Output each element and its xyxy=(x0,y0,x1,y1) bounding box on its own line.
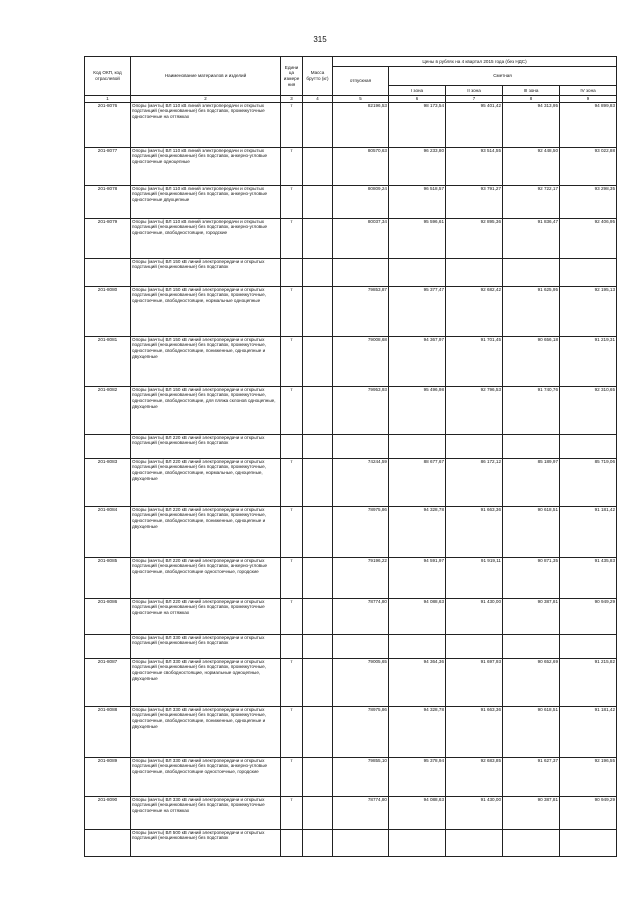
cell-zone-4: 90 949,29 xyxy=(560,796,617,829)
header-code: Код ОКП, код отраслевой xyxy=(85,57,131,96)
cell-zone-1: 95 377,47 xyxy=(389,286,446,336)
table-row xyxy=(85,286,617,336)
cell-zone-3: 90 618,51 xyxy=(503,706,560,757)
cell-zone-2: 91 663,36 xyxy=(446,706,503,757)
cell-otpusk: 78975,86 xyxy=(333,706,389,757)
table-row xyxy=(85,634,617,658)
cell-name: Опоры (мачты) ВЛ 150 кВ линий электропередачи и открытых подстанций (неоцинкованные) без подставок, промежуточные, одностоечные, свободностоящие, для пляжа склонов одноцепные, двухцепные xyxy=(131,386,281,434)
cell-zone-4: 91 219,31 xyxy=(560,336,617,386)
cell-zone-4: 93 022,88 xyxy=(560,147,617,185)
table-row xyxy=(85,598,617,634)
cell-otpusk xyxy=(333,434,389,458)
cell-zone-4: 90 949,29 xyxy=(560,598,617,634)
column-index: 1 xyxy=(85,96,131,103)
cell-code: 201-8084 xyxy=(85,506,131,557)
cell-otpusk: 80037,34 xyxy=(333,218,389,258)
table-row xyxy=(85,336,617,386)
table-row xyxy=(85,185,617,218)
cell-mass xyxy=(303,185,333,218)
header-unit: Едини ца измере ния xyxy=(281,57,303,96)
cell-zone-1: 94 088,63 xyxy=(389,796,446,829)
cell-zone-1: 95 378,94 xyxy=(389,757,446,796)
cell-zone-4: 92 310,65 xyxy=(560,386,617,434)
cell-unit: т xyxy=(281,658,303,706)
header-smetnaya: Сметная xyxy=(389,67,617,86)
header-zone-1: I зона xyxy=(389,86,446,96)
header-zone-2: II зона xyxy=(446,86,503,96)
price-table xyxy=(84,56,617,857)
table-row xyxy=(85,506,617,557)
cell-name: Опоры (мачты) ВЛ 110 кВ линий электропередачи и открытых подстанций (неоцинкованные) без подставок, анкерно-угловые одностоечные одноцепные xyxy=(131,147,281,185)
cell-mass xyxy=(303,829,333,856)
cell-zone-4 xyxy=(560,434,617,458)
cell-mass xyxy=(303,757,333,796)
cell-zone-4 xyxy=(560,258,617,286)
cell-name: Опоры (мачты) ВЛ 220 кВ линий электропередачи и открытых подстанций (неоцинкованные) без подставок, промежуточные одностоечные на оттяжках xyxy=(131,598,281,634)
cell-code: 201-8083 xyxy=(85,458,131,506)
cell-zone-3: 92 722,17 xyxy=(503,185,560,218)
cell-zone-1: 98 173,54 xyxy=(389,102,446,147)
cell-zone-1 xyxy=(389,634,446,658)
cell-zone-1: 94 591,97 xyxy=(389,557,446,598)
cell-unit: т xyxy=(281,185,303,218)
cell-name: Опоры (мачты) ВЛ 110 кВ линий электропередачи и открытых подстанций (неоцинкованные) без подставок, анкерно-угловые одностоечные двухцепные xyxy=(131,185,281,218)
table-row xyxy=(85,829,617,856)
cell-code xyxy=(85,829,131,856)
cell-zone-2 xyxy=(446,434,503,458)
cell-zone-1: 94 367,97 xyxy=(389,336,446,386)
cell-zone-4: 91 181,42 xyxy=(560,706,617,757)
cell-zone-4: 92 406,95 xyxy=(560,218,617,258)
cell-otpusk xyxy=(333,829,389,856)
cell-zone-2: 91 697,93 xyxy=(446,658,503,706)
cell-otpusk: 79196,22 xyxy=(333,557,389,598)
cell-unit: т xyxy=(281,102,303,147)
cell-mass xyxy=(303,796,333,829)
cell-mass xyxy=(303,658,333,706)
cell-code xyxy=(85,434,131,458)
cell-zone-3 xyxy=(503,829,560,856)
cell-otpusk: 80809,24 xyxy=(333,185,389,218)
cell-zone-2: 91 701,45 xyxy=(446,336,503,386)
cell-zone-4: 91 435,83 xyxy=(560,557,617,598)
header-name: Наименование материалов и изделий xyxy=(131,57,281,96)
cell-zone-4: 91 215,82 xyxy=(560,658,617,706)
cell-zone-4 xyxy=(560,829,617,856)
cell-zone-2: 92 895,36 xyxy=(446,218,503,258)
cell-zone-1: 88 677,67 xyxy=(389,458,446,506)
cell-mass xyxy=(303,258,333,286)
cell-code xyxy=(85,258,131,286)
cell-unit xyxy=(281,258,303,286)
cell-mass xyxy=(303,434,333,458)
cell-otpusk: 82196,53 xyxy=(333,102,389,147)
column-index: 4 xyxy=(303,96,333,103)
cell-zone-3: 91 625,95 xyxy=(503,286,560,336)
cell-zone-4: 92 195,13 xyxy=(560,286,617,336)
cell-unit: т xyxy=(281,147,303,185)
cell-code xyxy=(85,634,131,658)
cell-unit: т xyxy=(281,796,303,829)
cell-zone-1: 96 518,57 xyxy=(389,185,446,218)
cell-otpusk: 79005,65 xyxy=(333,658,389,706)
cell-otpusk xyxy=(333,634,389,658)
cell-code: 201-8076 xyxy=(85,102,131,147)
header-otpusk: отпускная xyxy=(333,67,389,96)
cell-zone-3: 85 189,97 xyxy=(503,458,560,506)
cell-code: 201-8079 xyxy=(85,218,131,258)
cell-zone-2: 92 683,85 xyxy=(446,757,503,796)
cell-unit xyxy=(281,829,303,856)
cell-unit: т xyxy=(281,557,303,598)
cell-code: 201-8080 xyxy=(85,286,131,336)
cell-zone-1: 95 496,98 xyxy=(389,386,446,434)
column-index: 7 xyxy=(446,96,503,103)
cell-name: Опоры (мачты) ВЛ 150 кВ линий электропередачи и открытых подстанций (неоцинкованные) без подставок xyxy=(131,258,281,286)
cell-otpusk: 78774,80 xyxy=(333,598,389,634)
cell-unit: т xyxy=(281,706,303,757)
cell-zone-3 xyxy=(503,258,560,286)
cell-zone-3: 90 652,69 xyxy=(503,658,560,706)
cell-unit: т xyxy=(281,757,303,796)
table-row xyxy=(85,386,617,434)
table-row xyxy=(85,434,617,458)
cell-zone-3: 90 871,35 xyxy=(503,557,560,598)
cell-zone-2: 86 172,12 xyxy=(446,458,503,506)
cell-otpusk: 80570,63 xyxy=(333,147,389,185)
cell-mass xyxy=(303,147,333,185)
cell-unit: т xyxy=(281,506,303,557)
cell-zone-1: 96 233,80 xyxy=(389,147,446,185)
header-zone-3: III зона xyxy=(503,86,560,96)
cell-zone-1: 94 328,78 xyxy=(389,506,446,557)
cell-zone-4: 85 719,06 xyxy=(560,458,617,506)
cell-zone-2: 91 430,00 xyxy=(446,796,503,829)
column-index: 9 xyxy=(560,96,617,103)
cell-otpusk: 79855,10 xyxy=(333,757,389,796)
cell-mass xyxy=(303,336,333,386)
table-row xyxy=(85,757,617,796)
table-row xyxy=(85,102,617,147)
cell-mass xyxy=(303,458,333,506)
cell-zone-2: 91 430,00 xyxy=(446,598,503,634)
cell-zone-3: 90 618,51 xyxy=(503,506,560,557)
cell-zone-3: 91 627,37 xyxy=(503,757,560,796)
cell-name: Опоры (мачты) ВЛ 150 кВ линий электропередачи и открытых подстанций (неоцинкованные) без подставок, промежуточные, одностоечные, свободностоящие, пониженные, одноцепные и двухцепные xyxy=(131,336,281,386)
cell-code: 201-8086 xyxy=(85,598,131,634)
cell-mass xyxy=(303,598,333,634)
table-row xyxy=(85,706,617,757)
header-zone-4: IV зона xyxy=(560,86,617,96)
cell-otpusk: 79953,93 xyxy=(333,386,389,434)
cell-name: Опоры (мачты) ВЛ 220 кВ линий электропередачи и открытых подстанций (неоцинкованные) без подставок, анкерно-угловые одностоечные, свободностоящие одностоечные, городские xyxy=(131,557,281,598)
cell-code: 201-8090 xyxy=(85,796,131,829)
cell-zone-4: 94 899,83 xyxy=(560,102,617,147)
cell-mass xyxy=(303,557,333,598)
cell-zone-1: 94 364,36 xyxy=(389,658,446,706)
column-index: 8 xyxy=(503,96,560,103)
cell-name: Опоры (мачты) ВЛ 220 кВ линий электропередачи и открытых подстанций (неоцинкованные) без подставок, промежуточные, одностоечные, свободностоящие, пониженные, одноцепные и двухцепные xyxy=(131,506,281,557)
cell-name: Опоры (мачты) ВЛ 330 кВ линий электропередачи и открытых подстанций (неоцинкованные) без подставок, промежуточные одностоечные на оттяжках xyxy=(131,796,281,829)
cell-zone-2: 93 514,55 xyxy=(446,147,503,185)
cell-zone-3: 90 387,81 xyxy=(503,598,560,634)
cell-unit: т xyxy=(281,458,303,506)
cell-zone-2 xyxy=(446,634,503,658)
cell-zone-3: 91 836,47 xyxy=(503,218,560,258)
cell-zone-3: 90 387,81 xyxy=(503,796,560,829)
cell-code: 201-8088 xyxy=(85,706,131,757)
cell-unit: т xyxy=(281,336,303,386)
cell-mass xyxy=(303,102,333,147)
cell-mass xyxy=(303,706,333,757)
cell-zone-2: 92 682,42 xyxy=(446,286,503,336)
cell-code: 201-8085 xyxy=(85,557,131,598)
cell-otpusk: 79853,87 xyxy=(333,286,389,336)
cell-name: Опоры (мачты) ВЛ 330 кВ линий электропередачи и открытых подстанций (неоцинкованные) без подставок, промежуточные, одностоечные свободностоящие, нормальные одноцепные, двухцепные xyxy=(131,658,281,706)
cell-zone-2: 95 401,42 xyxy=(446,102,503,147)
cell-name: Опоры (мачты) ВЛ 330 кВ линий электропередачи и открытых подстанций (неоцинкованные) без подставок xyxy=(131,634,281,658)
cell-name: Опоры (мачты) ВЛ 110 кВ линий электропередачи и открытых подстанций (неоцинкованные) без подставок, промежуточные одностоечные на оттяжках xyxy=(131,102,281,147)
cell-name: Опоры (мачты) ВЛ 330 кВ линий электропередачи и открытых подстанций (неоцинкованные) без подставок, промежуточные, одностоечные, свободностоящие, пониженные, одноцепные и двухцепные xyxy=(131,706,281,757)
cell-otpusk: 79008,68 xyxy=(333,336,389,386)
cell-name: Опоры (мачты) ВЛ 220 кВ линий электропередачи и открытых подстанций (неоцинкованные) без подставок xyxy=(131,434,281,458)
cell-code: 201-8077 xyxy=(85,147,131,185)
cell-zone-1 xyxy=(389,258,446,286)
cell-otpusk: 74244,59 xyxy=(333,458,389,506)
cell-zone-2 xyxy=(446,258,503,286)
table-row xyxy=(85,147,617,185)
cell-name: Опоры (мачты) ВЛ 500 кВ линий электропередачи и открытых подстанций (неоцинкованные) без подставок xyxy=(131,829,281,856)
column-index: 6 xyxy=(389,96,446,103)
cell-zone-4: 91 181,42 xyxy=(560,506,617,557)
page-number: 315 xyxy=(313,35,327,44)
cell-zone-2: 92 796,53 xyxy=(446,386,503,434)
cell-unit: т xyxy=(281,598,303,634)
table-row xyxy=(85,458,617,506)
table-row xyxy=(85,218,617,258)
cell-otpusk: 78774,80 xyxy=(333,796,389,829)
table-row xyxy=(85,658,617,706)
cell-zone-3: 92 448,50 xyxy=(503,147,560,185)
cell-mass xyxy=(303,286,333,336)
table-row xyxy=(85,557,617,598)
cell-unit xyxy=(281,634,303,658)
cell-code: 201-8087 xyxy=(85,658,131,706)
cell-otpusk: 78975,86 xyxy=(333,506,389,557)
cell-name: Опоры (мачты) ВЛ 110 кВ линий электропередачи и открытых подстанций (неоцинкованные) без подставок, анкерно-угловые одностоечные, свободностоящие, городские xyxy=(131,218,281,258)
table-body xyxy=(85,102,617,856)
cell-zone-2: 91 663,36 xyxy=(446,506,503,557)
cell-mass xyxy=(303,634,333,658)
cell-code: 201-8082 xyxy=(85,386,131,434)
cell-zone-1 xyxy=(389,434,446,458)
cell-zone-3: 91 740,76 xyxy=(503,386,560,434)
cell-zone-3 xyxy=(503,434,560,458)
cell-mass xyxy=(303,386,333,434)
column-index: 3 xyxy=(281,96,303,103)
cell-code: 201-8081 xyxy=(85,336,131,386)
cell-otpusk xyxy=(333,258,389,286)
cell-name: Опоры (мачты) ВЛ 220 кВ линий электропередачи и открытых подстанций (неоцинкованные) без подставок, промежуточные, одностоечные, свободностоящие, нормальные, одноцепные, двухцепные xyxy=(131,458,281,506)
column-index: 2 xyxy=(131,96,281,103)
cell-unit: т xyxy=(281,386,303,434)
cell-unit: т xyxy=(281,286,303,336)
cell-unit: т xyxy=(281,218,303,258)
cell-zone-4: 92 196,55 xyxy=(560,757,617,796)
cell-name: Опоры (мачты) ВЛ 330 кВ линий электропередачи и открытых подстанций (неоцинкованные) без подставок, анкерно-угловые одностоечные, свободностоящие одностоечные, городские xyxy=(131,757,281,796)
cell-name: Опоры (мачты) ВЛ 150 кВ линий электропередачи и открытых подстанций (неоцинкованные) без подставок, промежуточные, одностоечные, свободностоящие, нормальные одноцепные xyxy=(131,286,281,336)
cell-zone-1: 94 088,63 xyxy=(389,598,446,634)
cell-zone-2 xyxy=(446,829,503,856)
cell-code: 201-8089 xyxy=(85,757,131,796)
cell-zone-4: 93 298,35 xyxy=(560,185,617,218)
header-mass: Масса брутто (кг) xyxy=(303,57,333,96)
cell-zone-1: 94 328,78 xyxy=(389,706,446,757)
cell-zone-3: 90 656,18 xyxy=(503,336,560,386)
cell-mass xyxy=(303,218,333,258)
cell-code: 201-8078 xyxy=(85,185,131,218)
cell-zone-1 xyxy=(389,829,446,856)
table-header xyxy=(85,57,617,103)
header-price-title: Цены в рублях на 4 квартал 2015 года (без НДС) xyxy=(333,57,617,67)
column-index: 5 xyxy=(333,96,389,103)
cell-zone-3: 94 313,95 xyxy=(503,102,560,147)
cell-mass xyxy=(303,506,333,557)
cell-zone-1: 95 596,61 xyxy=(389,218,446,258)
table-row xyxy=(85,796,617,829)
cell-unit xyxy=(281,434,303,458)
cell-zone-4 xyxy=(560,634,617,658)
cell-zone-2: 93 791,27 xyxy=(446,185,503,218)
cell-zone-2: 91 919,11 xyxy=(446,557,503,598)
cell-zone-3 xyxy=(503,634,560,658)
table-row xyxy=(85,258,617,286)
